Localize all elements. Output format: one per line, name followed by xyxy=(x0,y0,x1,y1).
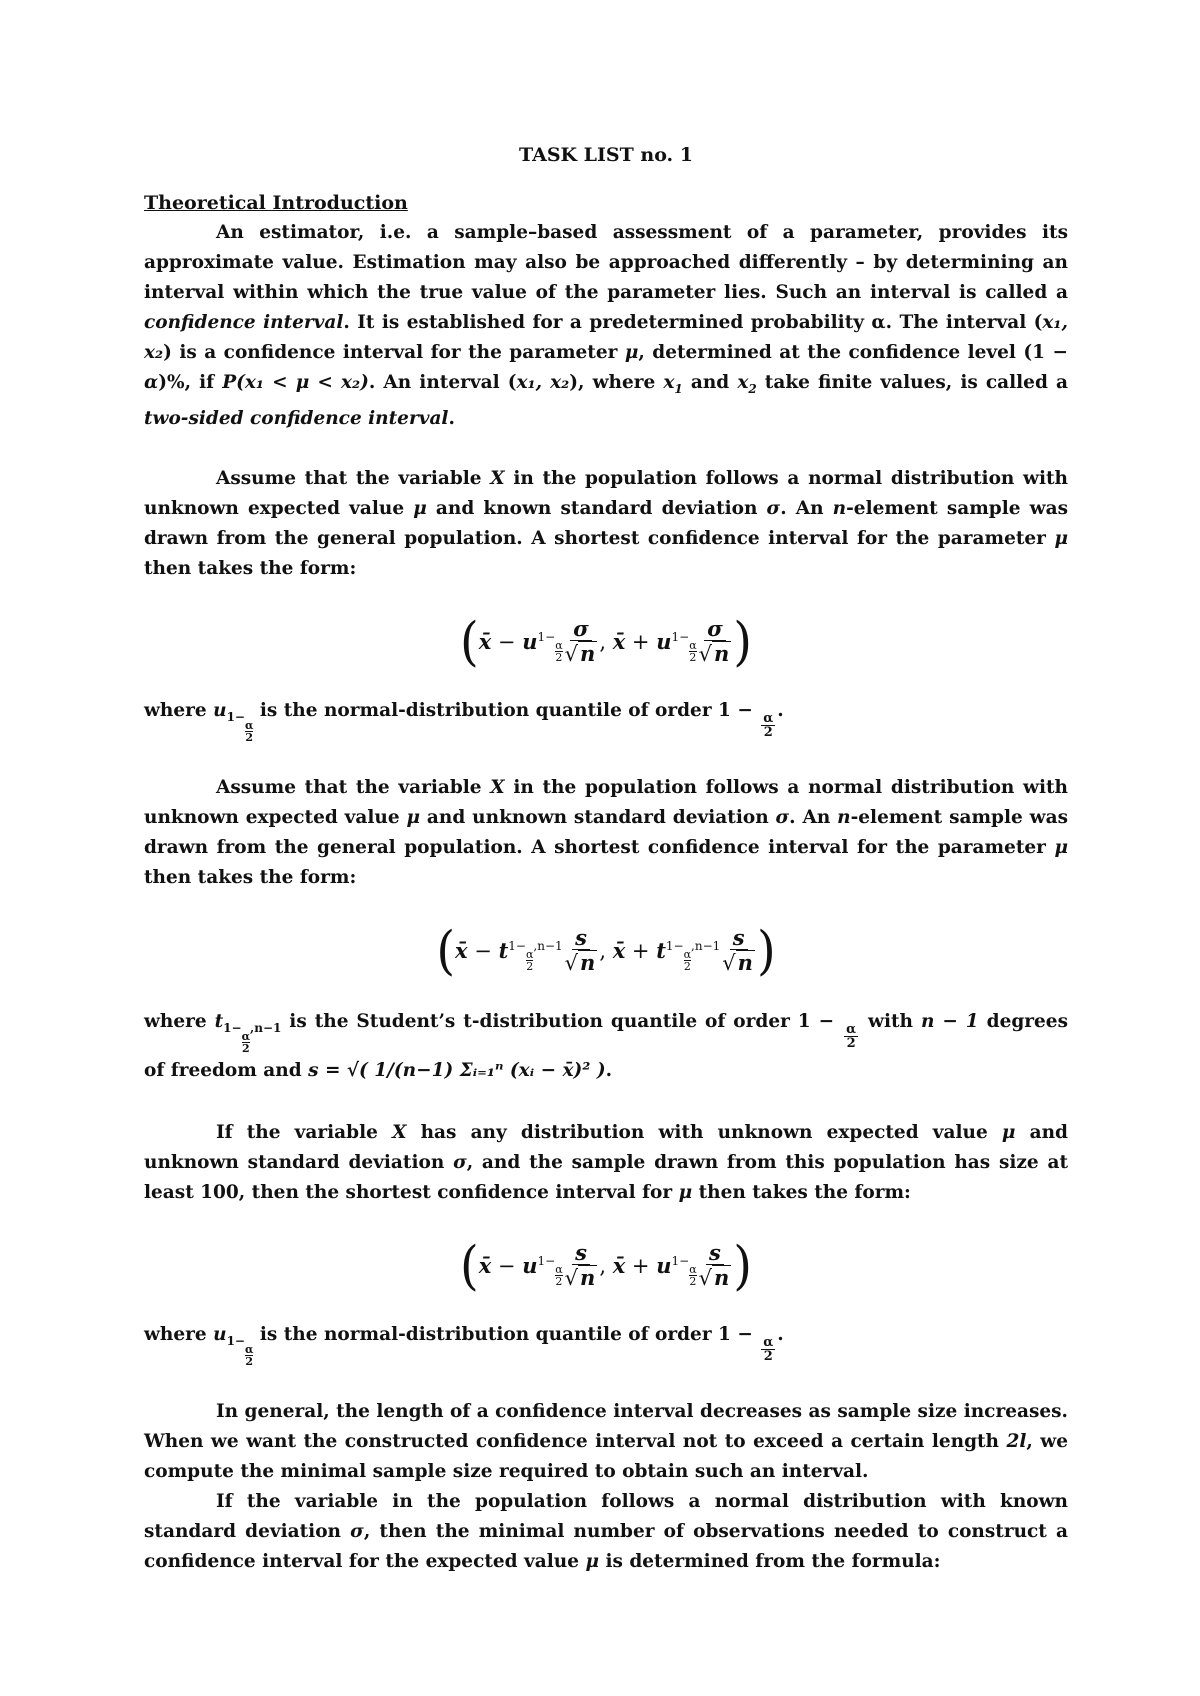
where-normal-quantile-1: where $u_{1- \frac{\alpha}{2}}$ is the normal-distribution quantile of order 1 − $\frac{\alpha}{2}$ . xyxy=(144,700,784,744)
formula-ci-large-sample: ( x̄ − u 1− $\frac{\alpha}{2}$ $\frac{s}{√n}$ , x̄ + u 1− $\frac{\alpha}{2}$ $\frac{s}{√n}$ ) xyxy=(459,1235,753,1297)
document-body xyxy=(144,140,1068,1577)
paragraph-min-sample-size: If the variable in the population follows a normal distribution with known standard deviation σ, then the minimal number of observations needed to construct a confidence interval for the expected value μ is determined from the formula: xyxy=(144,1491,1069,1572)
where-normal-quantile-2: where $u_{1- \frac{\alpha}{2}}$ is the normal-distribution quantile of order 1 − $\frac{\alpha}{2}$ . xyxy=(144,1324,784,1368)
page-title: TASK LIST no. 1 xyxy=(518,144,693,166)
paragraph-intro: An estimator, i.e. a sample–based assessment of a parameter, provides its approximate value. Estimation may also be approached differently – by determining an interval within which the true value of the parameter lies. Such an interval is called a confidence interval. It is established for a predetermined probability α. The interval (x₁, x₂) is a confidence interval for the parameter μ, determined at the confidence level (1 − α)%, if P(x₁ < μ < x₂). An interval (x₁, x₂), where $x_1$ and $x_2$ take finite values, is called a two-sided confidence interval. xyxy=(144,222,1068,429)
formula-ci-known-sigma: ( x̄ − u 1− $\frac{\alpha}{2}$ $\frac{\sigma}{√n}$ , x̄ + u 1− $\frac{\alpha}{2}$ $\frac{\sigma}{√n}$ ) xyxy=(459,611,753,673)
paragraph-interval-length: In general, the length of a confidence interval decreases as sample size increases. When we want the constructed confidence interval not to exceed a certain length 2l, we compute the minimal sample size required to obtain such an interval. xyxy=(144,1401,1069,1482)
formula-ci-student-t: ( x̄ − t 1− $\frac{\alpha}{2}$ ,n−1 $\frac{s}{√n}$ , x̄ + t 1− $\frac{\alpha}{2}$ ,n−1 $\frac{s}{√n}$ ) xyxy=(436,920,776,982)
paragraph-any-distribution: If the variable X has any distribution with unknown expected value μ and unknown standard deviation σ, and the sample drawn from this population has size at least 100, then the shortest confidence interval for μ then takes the form: xyxy=(144,1122,1069,1203)
paragraph-known-sigma: Assume that the variable X in the population follows a normal distribution with unknown expected value μ and known standard deviation σ. An n-element sample was drawn from the general population. A shortest confidence interval for the parameter μ then takes the form: xyxy=(144,468,1068,579)
section-heading: Theoretical Introduction xyxy=(144,192,408,214)
paragraph-unknown-sigma: Assume that the variable X in the population follows a normal distribution with unknown expected value μ and unknown standard deviation σ. An n-element sample was drawn from the general population. A shortest confidence interval for the parameter μ then takes the form: xyxy=(144,777,1068,888)
where-student-quantile: where $t_{1- \frac{\alpha}{2} ,n-1}$ is the Student’s t-distribution quantile of order 1 − $\frac{\alpha}{2}$ with n − 1 degrees of freedom and s = √( 1/(n−1) Σᵢ₌₁ⁿ (xᵢ − x̄)² ). xyxy=(144,1011,1068,1081)
